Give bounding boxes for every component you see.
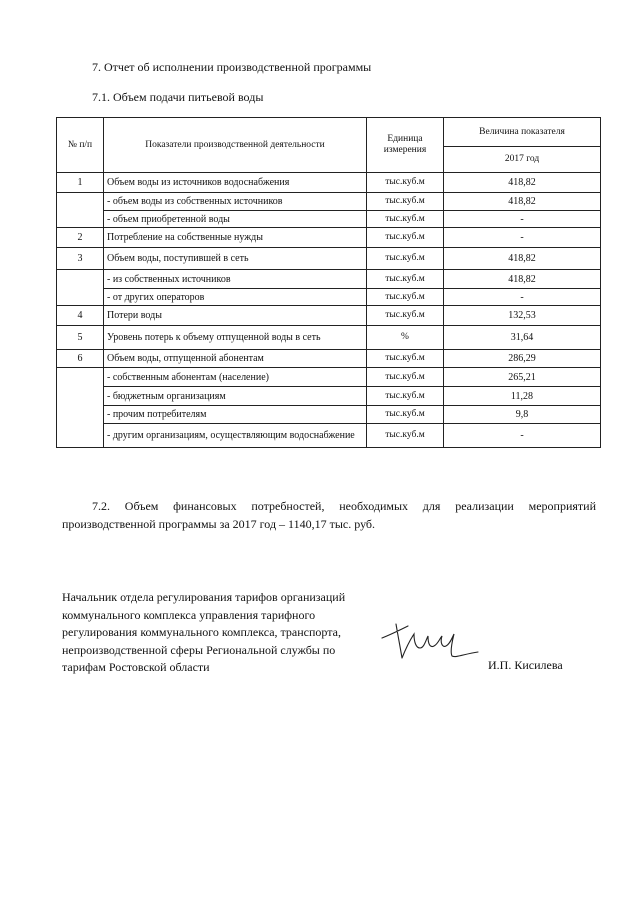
row-unit: тыс.куб.м — [367, 350, 444, 368]
row-value: 265,21 — [444, 368, 601, 387]
row-value: 418,82 — [444, 173, 601, 193]
signatory-position-line: непроизводственной сферы Региональной службы по — [62, 642, 336, 657]
row-indicator: - другим организациям, осуществляющим водоснабжение — [104, 424, 367, 448]
table-row — [57, 387, 601, 406]
section-title: 7. Отчет об исполнении производственной программы — [92, 60, 372, 74]
row-unit: тыс.куб.м — [367, 270, 444, 289]
row-indicator: - объем воды из собственных источников — [104, 193, 367, 211]
row-unit: тыс.куб.м — [367, 193, 444, 211]
signatory-name: И.П. Кисилева — [488, 658, 563, 672]
row-value: 418,82 — [444, 193, 601, 211]
row-value: 31,64 — [444, 326, 601, 350]
table-row — [57, 248, 601, 270]
table-row — [57, 173, 601, 193]
table-row — [57, 211, 601, 228]
table-row — [57, 193, 601, 211]
row-value: - — [444, 228, 601, 248]
row-indicator: - объем приобретенной воды — [104, 211, 367, 228]
row-value: 418,82 — [444, 270, 601, 289]
row-value: - — [444, 424, 601, 448]
water-supply-table — [56, 117, 601, 448]
row-value: 286,29 — [444, 350, 601, 368]
row-indicator: Объем воды из источников водоснабжения — [104, 173, 367, 193]
row-number: 5 — [57, 326, 104, 350]
row-value: - — [444, 289, 601, 306]
signatory-position-line: регулирования коммунального комплекса, транспорта, — [62, 625, 341, 639]
financial-needs-paragraph: 7.2. Объем финансовых потребностей, необходимых для реализации мероприятий производственной программы за 2017 год – 1140,17 тыс. руб. — [62, 499, 596, 531]
row-number: 4 — [57, 306, 104, 326]
row-value: 9,8 — [444, 406, 601, 424]
row-indicator: - из собственных источников — [104, 270, 367, 289]
table-row — [57, 368, 601, 387]
row-number: 2 — [57, 228, 104, 248]
row-value: 11,28 — [444, 387, 601, 406]
row-value: 418,82 — [444, 248, 601, 270]
row-number — [57, 270, 104, 306]
signatory-position-line: тарифам Ростовской области — [62, 660, 210, 674]
row-unit: тыс.куб.м — [367, 289, 444, 306]
row-unit: тыс.куб.м — [367, 406, 444, 424]
table-row — [57, 424, 601, 448]
signatory-position-line: коммунального комплекса управления тарифного — [62, 607, 316, 622]
row-indicator: - прочим потребителям — [104, 406, 367, 424]
row-indicator: Потребление на собственные нужды — [104, 228, 367, 248]
table-row — [57, 270, 601, 289]
table-row — [57, 406, 601, 424]
row-unit: тыс.куб.м — [367, 424, 444, 448]
row-unit: тыс.куб.м — [367, 306, 444, 326]
row-unit: % — [367, 326, 444, 350]
row-indicator: Уровень потерь к объему отпущенной воды в сеть — [104, 326, 367, 350]
row-value: 132,53 — [444, 306, 601, 326]
table-row — [57, 350, 601, 368]
header-value-group: Величина показателя — [444, 118, 601, 147]
row-indicator: - от других операторов — [104, 289, 367, 306]
row-indicator: Объем воды, поступившей в сеть — [104, 248, 367, 270]
row-value: - — [444, 211, 601, 228]
row-indicator: - собственным абонентам (население) — [104, 368, 367, 387]
row-number: 6 — [57, 350, 104, 368]
signatory-position-line: Начальник отдела регулирования тарифов организаций — [62, 590, 346, 604]
row-indicator: Потери воды — [104, 306, 367, 326]
row-indicator: Объем воды, отпущенной абонентам — [104, 350, 367, 368]
table-row — [57, 228, 601, 248]
row-unit: тыс.куб.м — [367, 387, 444, 406]
table-row — [57, 326, 601, 350]
header-indicator: Показатели производственной деятельности — [104, 118, 367, 173]
row-unit: тыс.куб.м — [367, 248, 444, 270]
row-number — [57, 193, 104, 228]
row-number — [57, 368, 104, 448]
row-number: 1 — [57, 173, 104, 193]
header-unit: Единица измерения — [367, 118, 444, 173]
row-unit: тыс.куб.м — [367, 173, 444, 193]
row-indicator: - бюджетным организациям — [104, 387, 367, 406]
header-year: 2017 год — [444, 147, 601, 173]
row-number: 3 — [57, 248, 104, 270]
table-row — [57, 289, 601, 306]
table-row — [57, 306, 601, 326]
row-unit: тыс.куб.м — [367, 211, 444, 228]
row-unit: тыс.куб.м — [367, 368, 444, 387]
header-num: № п/п — [57, 118, 104, 173]
signatory-position — [62, 589, 382, 677]
row-unit: тыс.куб.м — [367, 228, 444, 248]
subsection-title: 7.1. Объем подачи питьевой воды — [92, 90, 264, 104]
handwritten-signature — [378, 612, 483, 672]
